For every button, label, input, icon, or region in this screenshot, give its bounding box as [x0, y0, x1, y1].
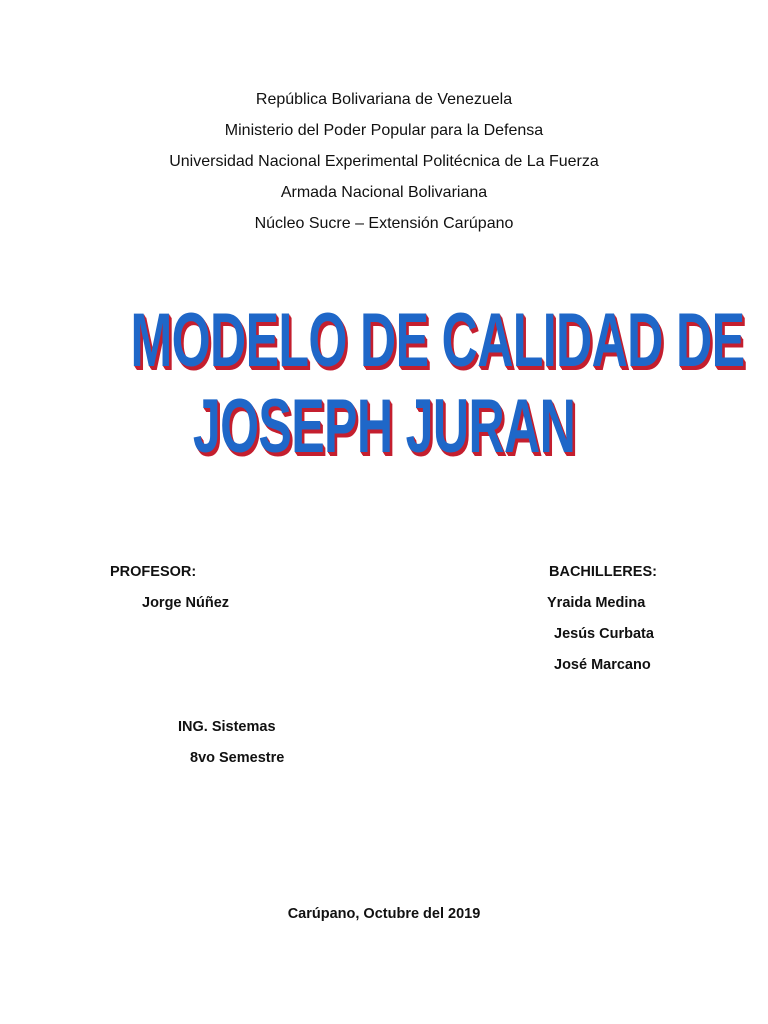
header-line-university: Universidad Nacional Experimental Politécnica de La Fuerza [169, 153, 599, 170]
student-name-2: Jesús Curbata [554, 626, 654, 642]
place-date-footer: Carúpano, Octubre del 2019 [287, 906, 481, 922]
document-title [0, 298, 768, 470]
profesor-name: Jorge Núñez [142, 595, 230, 611]
header-line-armada: Armada Nacional Bolivariana [280, 184, 488, 201]
institution-header [0, 84, 768, 239]
bachilleres-label: BACHILLERES: [549, 564, 657, 580]
career-program: ING. Sistemas [178, 719, 276, 735]
semester-label: 8vo Semestre [190, 750, 285, 766]
student-name-1: Yraida Medina [547, 595, 646, 611]
title-line-1: MODELO DE CALIDAD DE [130, 298, 745, 383]
header-line-ministry: Ministerio del Poder Popular para la Defensa [224, 122, 544, 139]
header-line-nucleus: Núcleo Sucre – Extensión Carúpano [254, 215, 514, 232]
student-name-3: José Marcano [554, 657, 651, 673]
profesor-label: PROFESOR: [110, 564, 197, 580]
header-line-country: República Bolivariana de Venezuela [255, 91, 513, 108]
title-line-2: JOSEPH JURAN [192, 384, 576, 469]
